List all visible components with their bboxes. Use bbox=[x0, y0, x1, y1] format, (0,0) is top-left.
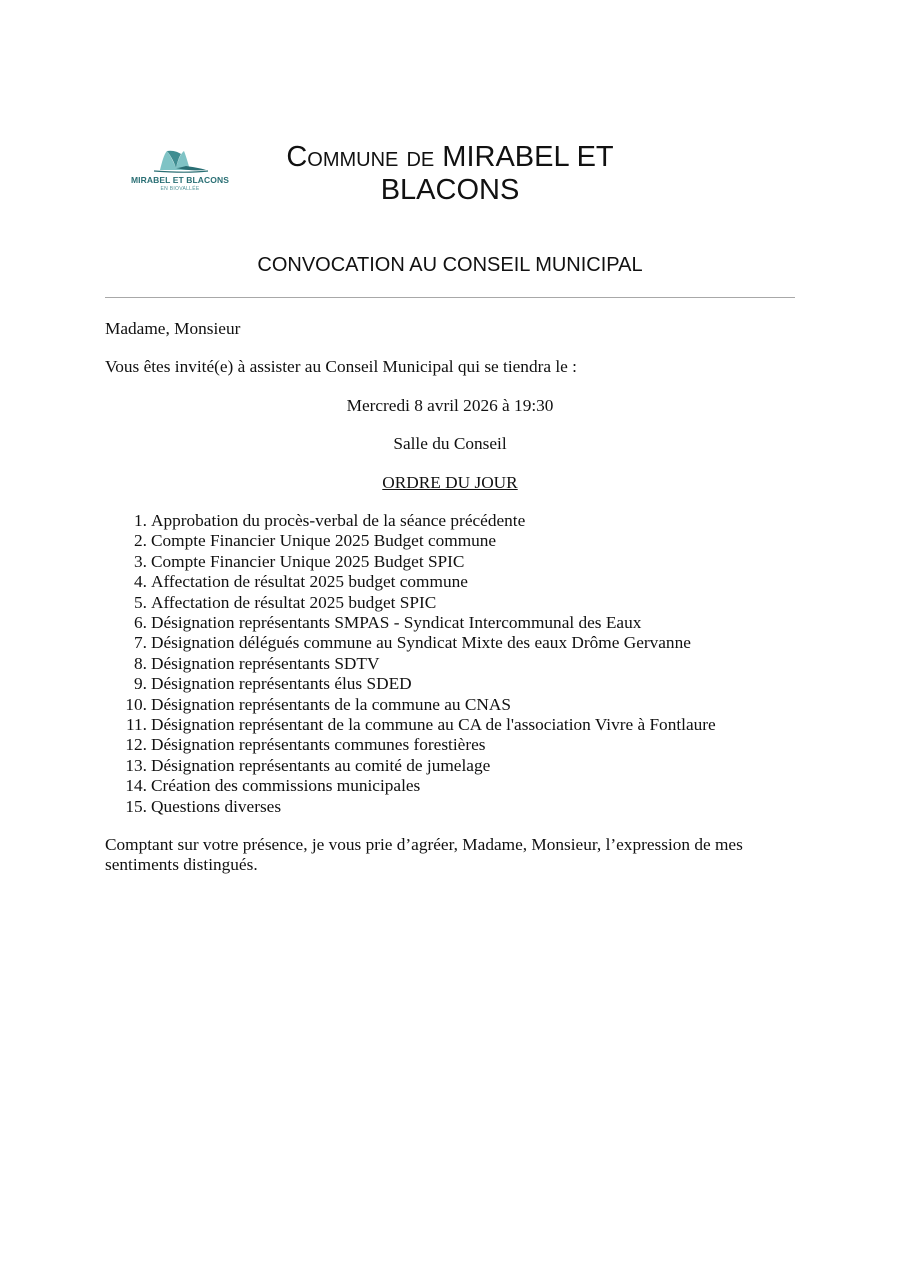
agenda-item-number: 8. bbox=[134, 653, 147, 673]
agenda-item-text: Approbation du procès-verbal de la séance précédente bbox=[151, 511, 526, 530]
agenda-item-number: 15. bbox=[125, 796, 147, 816]
agenda-item-number: 10. bbox=[125, 694, 147, 714]
agenda-item-text: Questions diverses bbox=[151, 796, 282, 816]
agenda-item bbox=[105, 654, 795, 674]
agenda-item bbox=[105, 756, 795, 776]
agenda-item-text: Désignation représentant de la commune au CA de l'association Vivre à Fontlaure bbox=[151, 715, 716, 735]
logo-name: MIRABEL ET BLACONS bbox=[131, 175, 229, 185]
agenda-item bbox=[105, 776, 795, 796]
agenda-item-text: Compte Financier Unique 2025 Budget commune bbox=[151, 531, 497, 551]
agenda-item-number: 11. bbox=[126, 715, 147, 735]
agenda-item-number: 1. bbox=[134, 511, 147, 530]
divider bbox=[105, 297, 795, 298]
agenda-item-text: Désignation représentants de la commune au CNAS bbox=[151, 694, 511, 714]
agenda-list bbox=[105, 511, 795, 817]
agenda-item-text: Désignation délégués commune au Syndicat Mixte des eaux Drôme Gervanne bbox=[151, 633, 691, 653]
agenda-item-number: 4. bbox=[134, 572, 147, 592]
agenda-item bbox=[105, 674, 795, 694]
agenda-item-text: Affectation de résultat 2025 budget SPIC bbox=[151, 592, 437, 612]
commune-title-line-2: BLACONS bbox=[380, 174, 520, 206]
mountain-m-icon bbox=[120, 146, 240, 176]
agenda-item bbox=[105, 735, 795, 755]
agenda-item-number: 13. bbox=[125, 755, 147, 775]
agenda-item-text: Compte Financier Unique 2025 Budget SPIC bbox=[151, 551, 465, 571]
agenda-item bbox=[105, 715, 795, 735]
salutation: Madame, Monsieur bbox=[105, 319, 241, 338]
logo-subtitle: EN BIOVALLÉE bbox=[160, 186, 200, 192]
meeting-date-time: Mercredi 8 avril 2026 à 19:30 bbox=[346, 396, 554, 415]
commune-title-line-1: Commune de MIRABEL ET bbox=[286, 141, 614, 173]
agenda-item-number: 14. bbox=[125, 776, 147, 796]
agenda-item-text: Désignation représentants SDTV bbox=[151, 653, 380, 673]
invitation-text: Vous êtes invité(e) à assister au Conseil Municipal qui se tiendra le : bbox=[105, 357, 577, 376]
agenda-item bbox=[105, 633, 795, 653]
document-title: CONVOCATION AU CONSEIL MUNICIPAL bbox=[257, 254, 643, 276]
commune-title bbox=[250, 141, 650, 207]
agenda-heading bbox=[105, 473, 795, 493]
agenda-item-text: Désignation représentants SMPAS - Syndicat Intercommunal des Eaux bbox=[151, 613, 642, 633]
agenda-item-text: Désignation représentants élus SDED bbox=[151, 674, 412, 694]
agenda-item bbox=[105, 552, 795, 572]
agenda-item bbox=[105, 797, 795, 817]
agenda-item bbox=[105, 593, 795, 613]
agenda-item-number: 5. bbox=[134, 592, 147, 612]
agenda-item-number: 9. bbox=[134, 674, 147, 694]
agenda-item bbox=[105, 531, 795, 551]
agenda-item-text: Création des commissions municipales bbox=[151, 776, 421, 796]
agenda-item bbox=[105, 572, 795, 592]
agenda-item-text: Désignation représentants au comité de jumelage bbox=[151, 755, 491, 775]
agenda-item-number: 7. bbox=[134, 633, 147, 653]
agenda-item-text: Désignation représentants communes forestières bbox=[151, 735, 486, 755]
closing-paragraph: Comptant sur votre présence, je vous prie d’agréer, Madame, Monsieur, l’expression de mes sentiments distingués. bbox=[105, 835, 743, 875]
agenda-item-number: 12. bbox=[125, 735, 147, 755]
agenda-item-number: 2. bbox=[134, 531, 147, 551]
agenda-item bbox=[105, 695, 795, 715]
agenda-item-number: 6. bbox=[134, 613, 147, 633]
commune-logo bbox=[120, 146, 240, 194]
meeting-location: Salle du Conseil bbox=[393, 434, 507, 453]
agenda-item-number: 3. bbox=[134, 551, 147, 571]
agenda-item bbox=[105, 511, 795, 531]
agenda-item-text: Affectation de résultat 2025 budget commune bbox=[151, 572, 468, 592]
agenda-item bbox=[105, 613, 795, 633]
agenda-heading-label: ORDRE DU JOUR bbox=[382, 473, 518, 492]
